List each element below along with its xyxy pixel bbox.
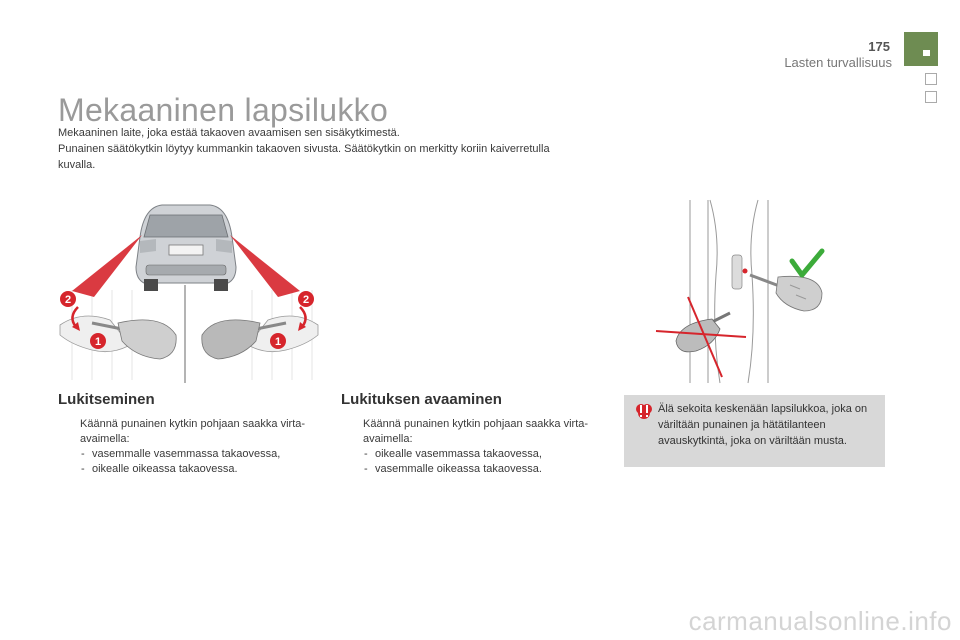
callout-1-left	[90, 333, 106, 349]
section-label: Lasten turvallisuus	[784, 55, 892, 70]
locking-heading: Lukitseminen	[58, 391, 155, 408]
instruction-text: Käännä punainen kytkin pohjaan saakka virta-avaimella:	[80, 418, 306, 445]
child-lock-illustration	[52, 195, 327, 385]
warning-text: Älä sekoita keskenään lapsilukkoa, joka on väriltään punainen ja hätätilanteen avauskytkintä, joka on väriltään musta.	[658, 403, 868, 447]
intro-line: Punainen säätökytkin löytyy kummankin takaoven sivusta. Säätökytkin on merkitty koriin kaiverretulla kuvalla.	[58, 143, 550, 171]
check-icon	[792, 251, 822, 275]
watermark: carmanualsonline.info	[688, 606, 952, 636]
chapter-tab	[904, 32, 938, 66]
tab-marker	[925, 91, 937, 103]
locking-instructions	[58, 417, 328, 477]
intro-text	[58, 125, 568, 173]
list-item: - oikealle oikeassa takaovessa.	[80, 462, 328, 477]
unlocking-instructions	[341, 417, 611, 477]
door-edge-diagram	[650, 195, 855, 385]
page-number: 175	[868, 39, 890, 54]
instruction-text: Käännä punainen kytkin pohjaan saakka virta-avaimella:	[363, 418, 589, 445]
callout-label: 2	[64, 294, 72, 306]
callout-label: 1	[274, 336, 282, 348]
callout-label: 2	[302, 294, 310, 306]
unlocking-heading: Lukituksen avaaminen	[341, 391, 502, 408]
intro-line: Mekaaninen laite, joka estää takaoven avaamisen sen sisäkytkimestä.	[58, 127, 400, 139]
callout-1-right	[270, 333, 286, 349]
tab-marker	[925, 73, 937, 85]
exclamation-icon	[635, 401, 653, 421]
callout-2-left	[60, 291, 76, 307]
callout-label: 1	[94, 336, 102, 348]
page-title: Mekaaninen lapsilukko	[58, 92, 389, 128]
list-item: - vasemmalle oikeassa takaovessa.	[363, 462, 611, 477]
car-rear-diagram	[52, 195, 327, 385]
callout-2-right	[298, 291, 314, 307]
warning-box	[624, 395, 885, 467]
list-item: - oikealle vasemmassa takaovessa,	[363, 447, 611, 462]
door-edge-illustration	[650, 195, 855, 385]
list-item: - vasemmalle vasemmassa takaovessa,	[80, 447, 328, 462]
